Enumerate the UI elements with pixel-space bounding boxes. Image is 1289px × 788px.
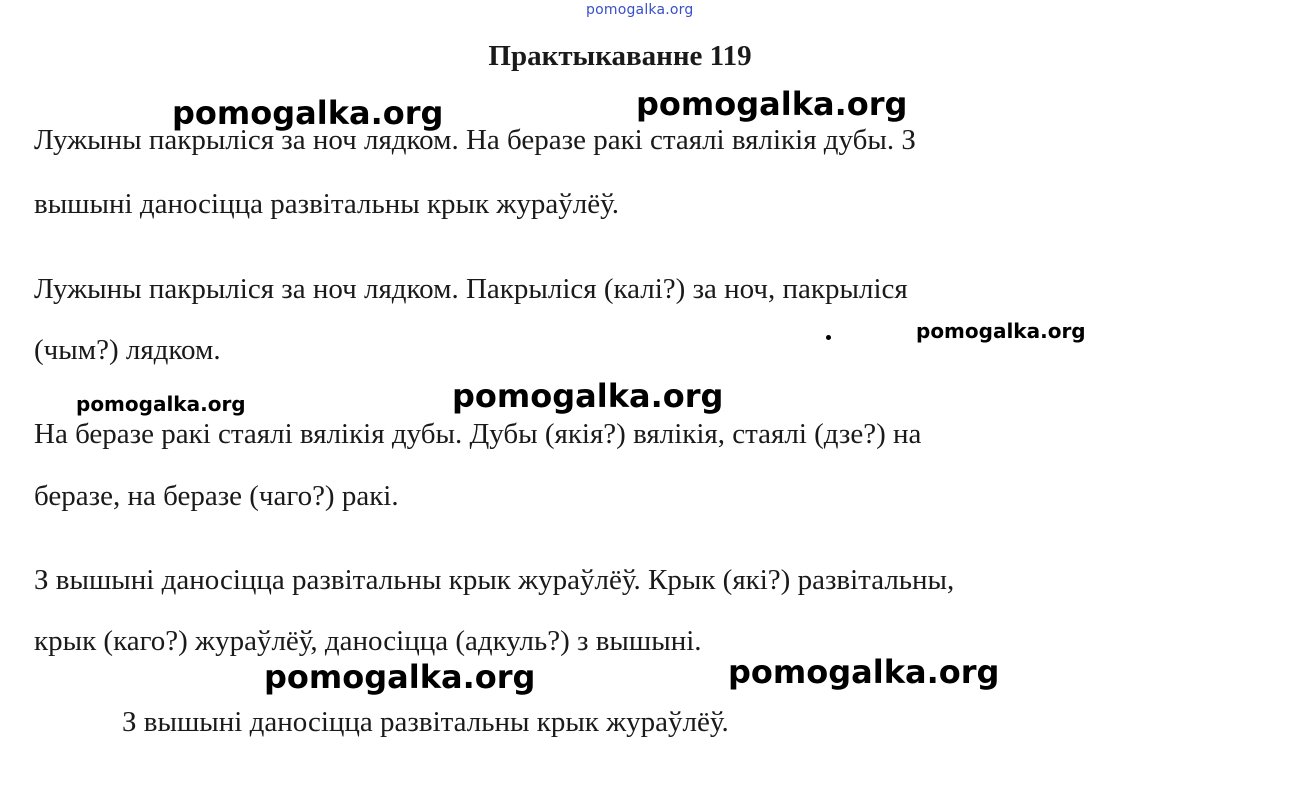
paragraph-2-line-2: (чым?) лядком. [34, 334, 221, 366]
watermark-text: pomogalka.org [636, 85, 908, 123]
watermark-text: pomogalka.org [916, 319, 1086, 343]
paragraph-1-line-2: вышыні даносіцца развітальны крык жураўлёў. [34, 188, 619, 220]
site-link[interactable]: pomogalka.org [586, 2, 694, 18]
paragraph-4-line-1: З вышыні даносіцца развітальны крык жураўлёў. Крык (які?) развітальны, [34, 564, 955, 596]
bullet-dot [826, 335, 831, 340]
paragraph-3-line-1: На беразе ракі стаялі вялікія дубы. Дубы (якія?) вялікія, стаялі (дзе?) на [34, 418, 922, 450]
exercise-title: Практыкаванне 119 [488, 40, 752, 72]
paragraph-1-line-1: Лужыны пакрыліся за ноч лядком. На беразе ракі стаялі вялікія дубы. З [34, 124, 916, 156]
final-sentence: З вышыні даносіцца развітальны крык жураўлёў. [122, 706, 729, 738]
watermark-text: pomogalka.org [76, 392, 246, 416]
watermark-text: pomogalka.org [452, 377, 724, 415]
paragraph-3-line-2: беразе, на беразе (чаго?) ракі. [34, 480, 399, 512]
watermark-text: pomogalka.org [172, 94, 444, 132]
watermark-text: pomogalka.org [728, 653, 1000, 691]
paragraph-2-line-1: Лужыны пакрыліся за ноч лядком. Пакрыліся (калі?) за ноч, пакрыліся [34, 273, 908, 305]
watermark-text: pomogalka.org [264, 658, 536, 696]
paragraph-4-line-2: крык (каго?) жураўлёў, даносіцца (адкуль?) з вышыні. [34, 625, 702, 657]
